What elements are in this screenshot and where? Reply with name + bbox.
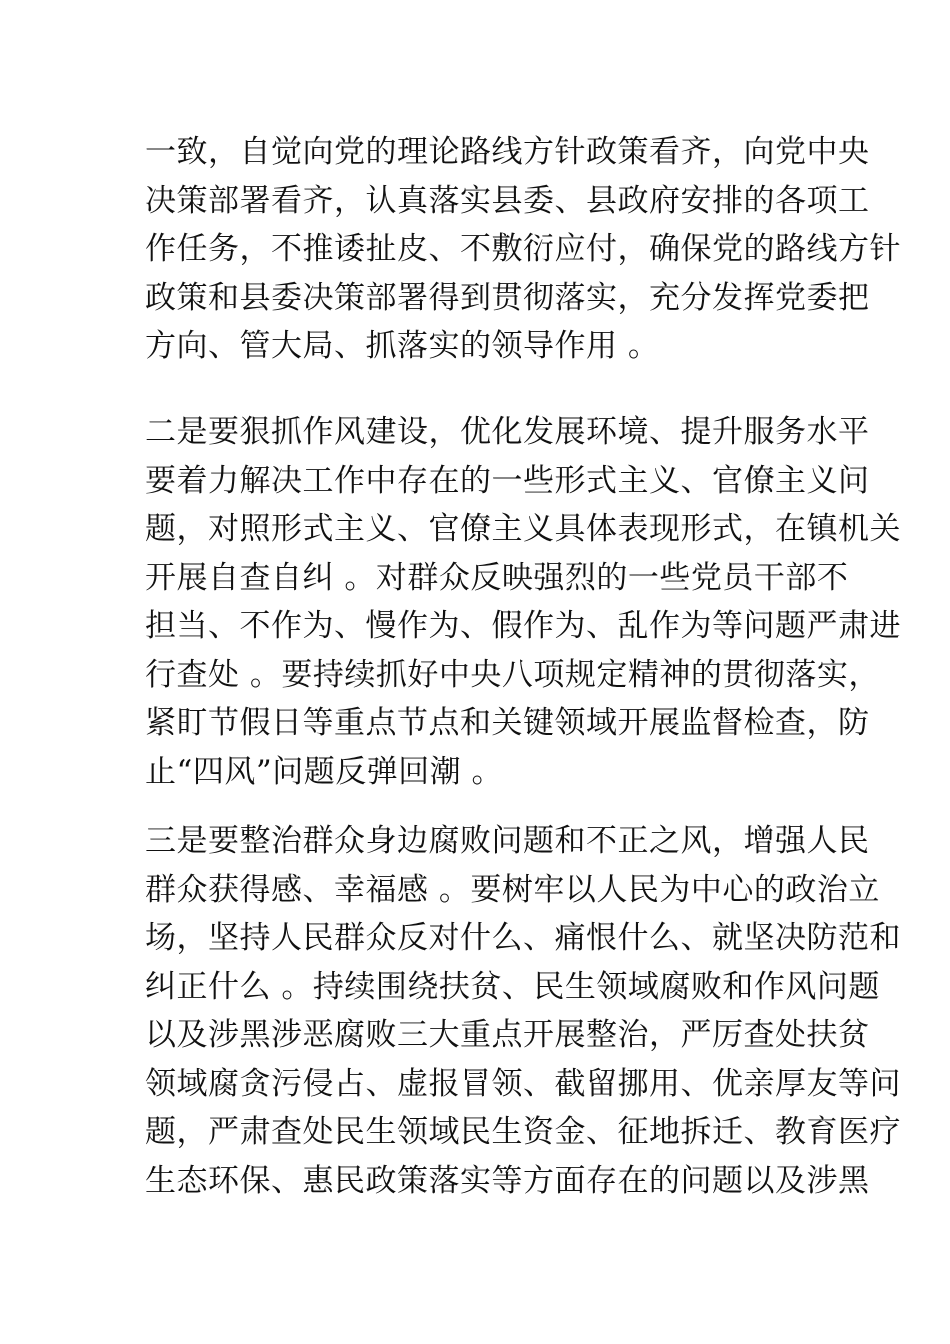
paragraph-2 xyxy=(145,408,901,796)
text-line: 题，严肃查处民生领域民生资金、征地拆迁、教育医疗 xyxy=(145,1114,901,1150)
text-line: 政策和县委决策部署得到贯彻落实，充分发挥党委把 xyxy=(145,279,870,316)
text-line: 场，坚持人民群众反对什么、痛恨什么、就坚决防范和 xyxy=(145,920,901,956)
text-line: 纠正什么 。持续围绕扶贫、民生领域腐败和作风问题 xyxy=(145,968,880,1005)
text-line: 担当、不作为、慢作为、假作为、乱作为等问题严肃进 xyxy=(145,608,901,644)
text-line: 止“四风”问题反弹回潮 。 xyxy=(145,753,504,790)
text-line: 紧盯节假日等重点节点和关键领域开展监督检查，防 xyxy=(145,705,870,741)
text-line: 作任务，不推诿扯皮、不敷衍应付，确保党的路线方针 xyxy=(145,231,901,267)
text-line: 二是要狠抓作风建设，优化发展环境、提升服务水平 xyxy=(145,414,870,450)
text-line: 生态环保、惠民政策落实等方面存在的问题以及涉黑 xyxy=(145,1162,870,1199)
text-line: 行查处 。要持续抓好中央八项规定精神的贯彻落实， xyxy=(145,656,880,693)
text-line: 开展自查自纠 。对群众反映强烈的一些党员干部不 xyxy=(145,559,849,596)
text-line: 三是要整治群众身边腐败问题和不正之风，增强人民 xyxy=(145,823,870,859)
text-line: 决策部署看齐，认真落实县委、县政府安排的各项工 xyxy=(145,182,870,219)
paragraph-1 xyxy=(145,128,901,371)
text-line: 领域腐贪污侵占、虚报冒领、截留挪用、优亲厚友等问 xyxy=(145,1065,901,1102)
paragraph-3 xyxy=(145,817,901,1205)
text-line: 群众获得感、幸福感 。要树牢以人民为中心的政治立 xyxy=(145,871,880,908)
text-line: 要着力解决工作中存在的一些形式主义、官僚主义问 xyxy=(145,462,870,499)
text-line: 题，对照形式主义、官僚主义具体表现形式，在镇机关 xyxy=(145,511,901,547)
text-line: 一致，自觉向党的理论路线方针政策看齐，向党中央 xyxy=(145,134,870,170)
text-line: 方向、管大局、抓落实的领导作用 。 xyxy=(145,328,660,364)
text-line: 以及涉黑涉恶腐败三大重点开展整治，严厉查处扶贫 xyxy=(145,1017,870,1053)
